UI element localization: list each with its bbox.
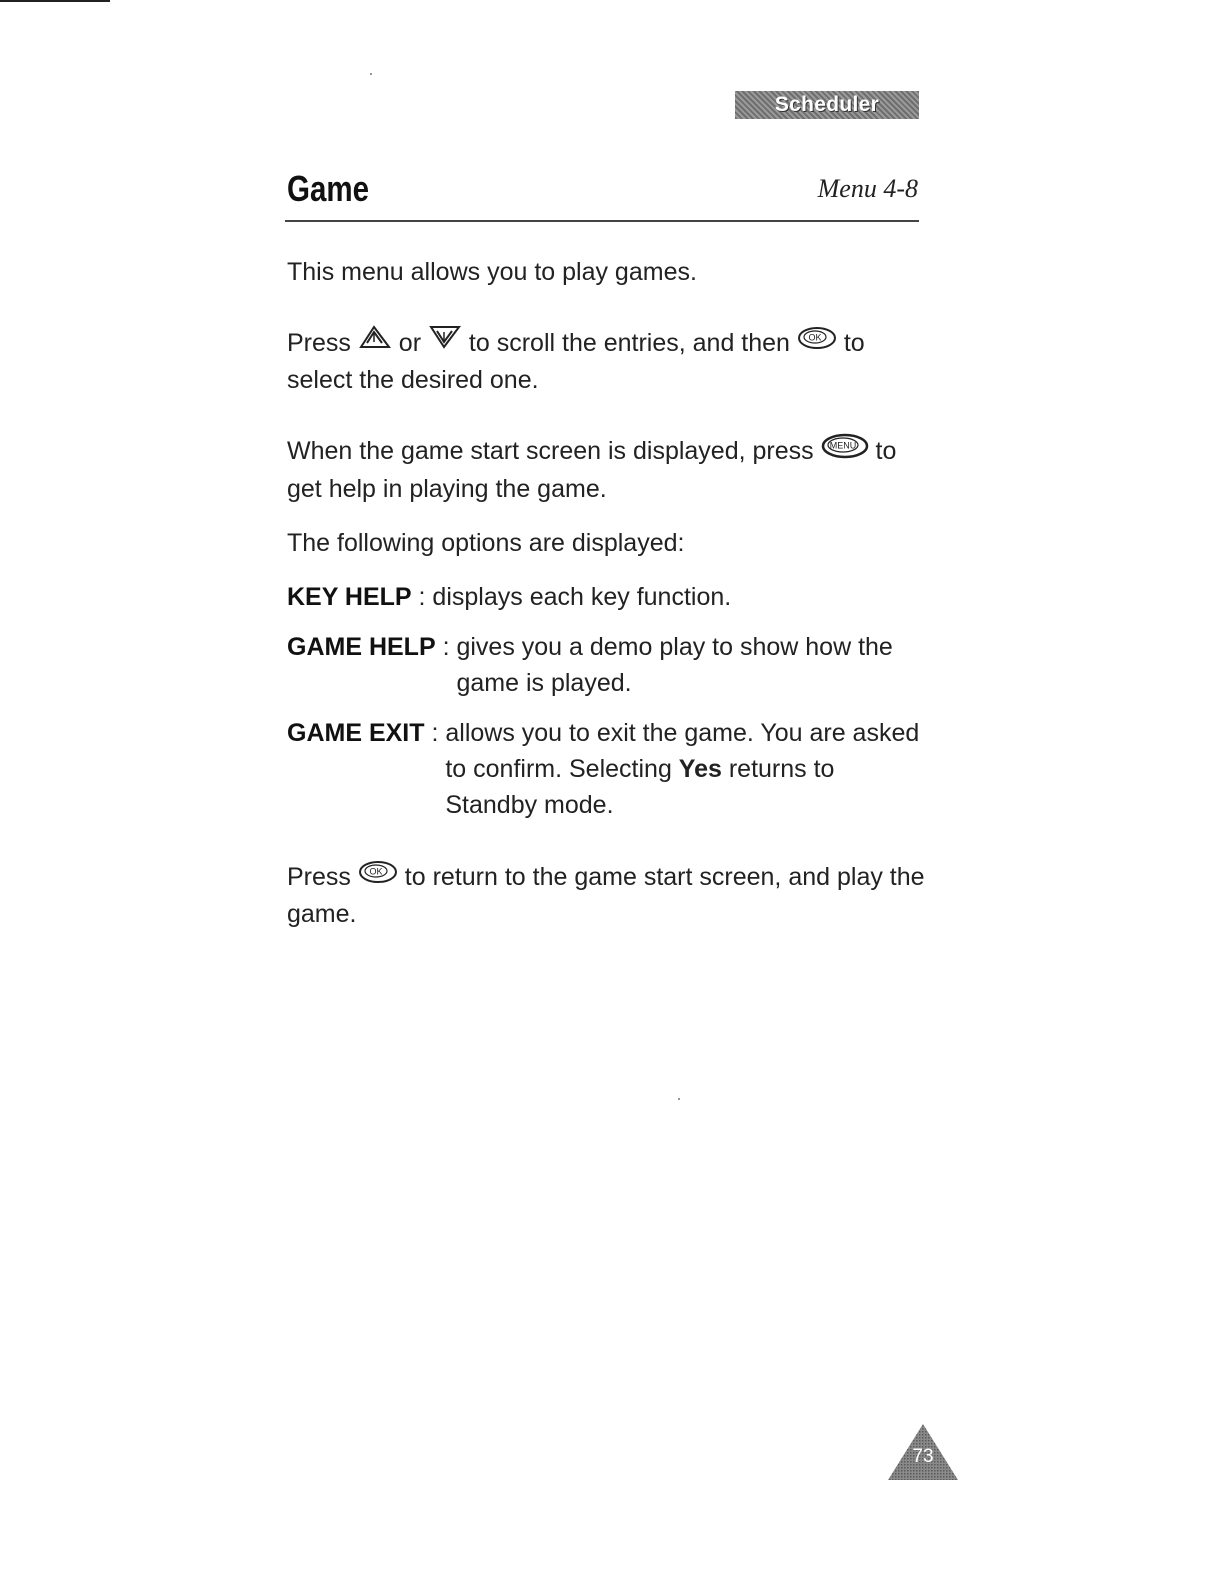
- option-description: displays each key function.: [432, 582, 732, 611]
- scan-speck: [678, 1098, 680, 1100]
- corner-rule: [0, 0, 110, 2]
- start-screen-paragraph: [287, 433, 927, 506]
- option-term: KEY HELP: [287, 582, 412, 611]
- options-intro: The following options are displayed:: [287, 528, 685, 557]
- text-run: allows you to exit the game. You are asked to confirm. Selecting: [445, 718, 920, 783]
- ok-key-icon: [797, 324, 837, 360]
- page-content: [287, 254, 927, 932]
- option-term: GAME HELP: [287, 632, 436, 661]
- intro-paragraph: This menu allows you to play games.: [287, 258, 697, 286]
- svg-text:MENU: MENU: [829, 440, 856, 451]
- text-run: Press: [287, 329, 358, 357]
- option-game-help: GAME HELP : gives you a demo play to show how the game is played.: [287, 629, 927, 701]
- section-tab-label: Scheduler: [774, 93, 880, 116]
- ok-key-icon: [358, 858, 398, 894]
- menu-key-icon: [821, 433, 869, 469]
- text-run: Press: [287, 862, 358, 891]
- option-description: gives you a demo play to show how the game is played.: [456, 632, 893, 697]
- text-run: returns to Standby mode.: [445, 754, 835, 819]
- text-run: When the game start screen is displayed, press: [287, 437, 821, 466]
- option-key-help: KEY HELP : displays each key function.: [287, 579, 927, 615]
- text-run: to get help in playing the game.: [287, 437, 897, 503]
- page-number-badge: [886, 1422, 960, 1482]
- page-title: Game: [287, 168, 370, 209]
- svg-text:OK: OK: [369, 866, 383, 877]
- option-term: GAME EXIT: [287, 718, 425, 747]
- menu-reference: Menu 4-8: [817, 174, 918, 203]
- scan-speck: [370, 73, 372, 75]
- scroll-paragraph: [287, 325, 927, 398]
- text-run: to return to the game start screen, and play the game.: [287, 862, 925, 929]
- text-run: or: [391, 329, 428, 357]
- option-description: [445, 715, 927, 823]
- page-number: 73: [912, 1446, 934, 1467]
- title-divider: [285, 220, 919, 222]
- yes-emphasis: Yes: [678, 754, 722, 783]
- option-game-exit: GAME EXIT : allows you to exit the game. You are asked to confirm. Selecting Yes returns to Standby mode.: [287, 715, 927, 823]
- closing-paragraph: [287, 859, 927, 932]
- down-arrow-key-icon: [428, 324, 462, 360]
- svg-text:OK: OK: [808, 332, 822, 343]
- up-arrow-key-icon: [358, 324, 392, 360]
- text-run: to scroll the entries, and then: [461, 329, 797, 357]
- section-tab: [735, 91, 919, 119]
- text-run: to select the desired one.: [287, 329, 865, 395]
